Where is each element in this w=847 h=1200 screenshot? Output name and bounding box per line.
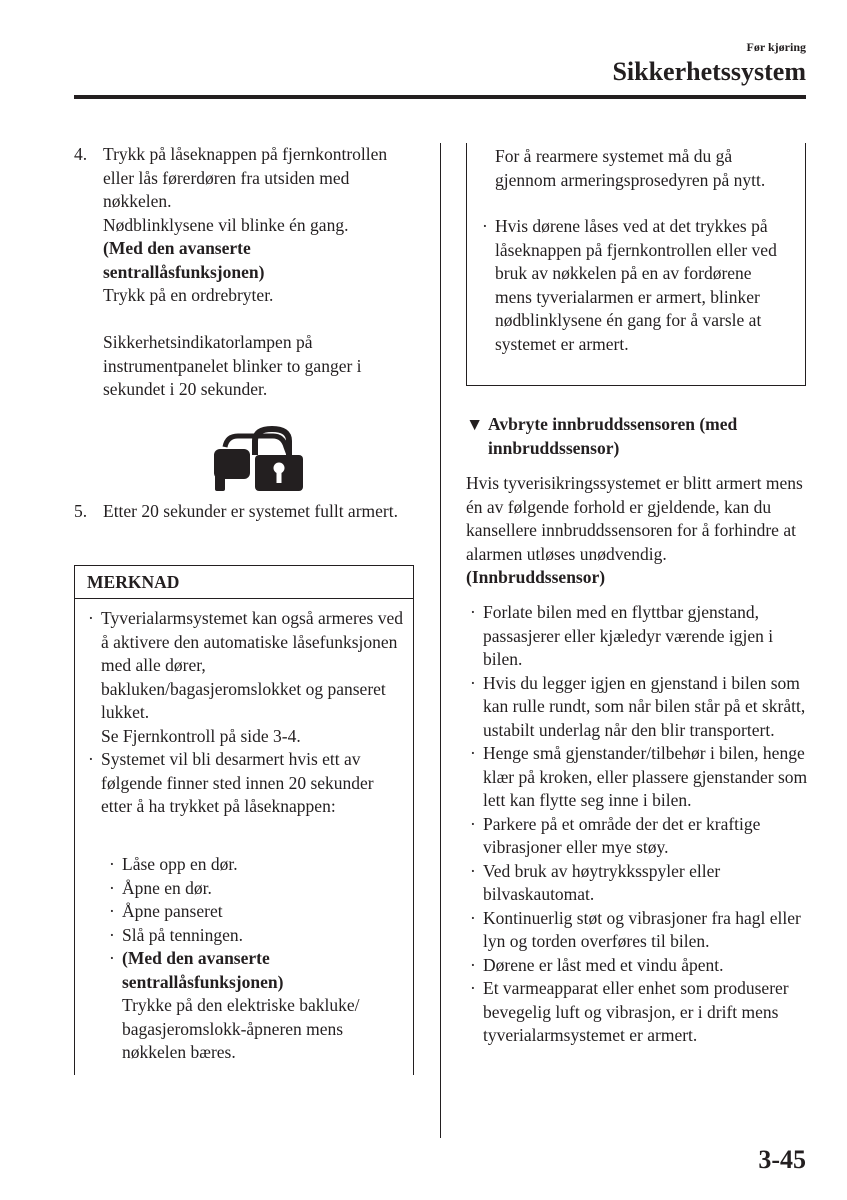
bullet-icon: ·: [109, 877, 115, 898]
note-reference: Se Fjernkontroll på side 3-4.: [101, 725, 301, 746]
header-rule: [74, 95, 806, 99]
list-item: [470, 742, 808, 813]
list-item: [109, 924, 409, 948]
page-title: Sikkerhetssystem: [612, 57, 806, 86]
list-item-text: Kontinuerlig støt og vibrasjoner fra hagl eller lyn og torden overføres til bilen.: [483, 907, 801, 951]
note-text: Tyverialarmsystemet kan også armeres ved å aktivere den automatiske låsefunksjonen med alle dører, bakluken/bagasjeromslokket og panseret lukket.: [101, 608, 403, 722]
note-heading: MERKNAD: [87, 572, 180, 592]
section-heading-text: Avbryte innbruddssensoren (med innbruddssensor): [488, 414, 738, 458]
page-number: 3-45: [758, 1145, 806, 1174]
list-item-text: Forlate bilen med en flyttbar gjenstand, passasjerer eller kjæledyr værende igjen i bilen.: [483, 602, 774, 669]
sub-text: Åpne en dør.: [122, 877, 212, 898]
bullet-icon: ·: [109, 948, 115, 968]
note-bullets: [482, 215, 792, 356]
section-heading: [466, 413, 806, 460]
list-item: [109, 853, 409, 877]
sub-condition: (Med den avanserte sentrallåsfunksjonen): [122, 948, 284, 992]
bullet-icon: ·: [470, 907, 476, 928]
bullet-icon: ·: [88, 749, 94, 769]
note-bullets: [88, 607, 403, 819]
bullet-icon: ·: [470, 602, 476, 622]
sub-text: Åpne panseret: [122, 901, 223, 921]
step-text: Etter 20 sekunder er systemet fullt armert.: [103, 501, 398, 521]
bullet-icon: ·: [109, 924, 115, 945]
list-item: [470, 860, 808, 907]
section-label: Før kjøring: [746, 40, 806, 54]
list-item: [470, 954, 808, 978]
list-item: [109, 877, 409, 901]
paragraph-condition: (Innbruddssensor): [466, 567, 606, 587]
bullet-icon: ·: [470, 743, 476, 763]
column-divider: [440, 143, 441, 1138]
list-item: [109, 947, 409, 1065]
triangle-down-icon: ▼: [466, 414, 484, 434]
step-number: 4.: [74, 144, 88, 164]
bullet-icon: ·: [470, 672, 476, 693]
sub-text: Låse opp en dør.: [122, 854, 238, 874]
bullet-icon: ·: [109, 901, 115, 921]
list-item-text: Et varmeapparat eller enhet som produserer bevegelig luft og vibrasjon, er i drift mens tyverialarmsystemet er armert.: [483, 978, 789, 1045]
list-item: [109, 900, 409, 924]
note-box-continued: [466, 143, 806, 386]
step-text: Trykk på låseknappen på fjernkontrollen eller lås førerdøren fra utsiden med nøkkelen.: [103, 144, 388, 211]
list-item: [88, 607, 403, 748]
bullet-icon: ·: [88, 608, 94, 628]
list-item: [470, 601, 808, 672]
note-text: For å rearmere systemet må du gå gjennom armeringsprosedyren på nytt.: [495, 146, 766, 190]
step-5: [74, 500, 414, 524]
list-item-text: Dørene er låst med et vindu åpent.: [483, 954, 724, 975]
step-text: Sikkerhetsindikatorlampen på instrumentpanelet blinker to ganger i sekundet i 20 sekunder.: [103, 332, 362, 399]
note-text: Hvis dørene låses ved at det trykkes på låseknappen på fjernkontrollen eller ved bruk av nøkkelen på en av fordørene mens tyverialarmen er armert, blinker nødblinklysene én gang for å varsle at systemet er armert.: [495, 216, 777, 354]
step-4: [74, 143, 414, 402]
intro-paragraph: [466, 472, 808, 590]
note-box: [74, 565, 414, 1075]
security-indicator-icon: [211, 425, 305, 495]
list-item: [482, 215, 792, 356]
sensor-conditions-list: [470, 601, 808, 1048]
list-item: [470, 907, 808, 954]
list-item-text: Henge små gjenstander/tilbehør i bilen, henge klær på kroken, eller plassere gjenstander som lett kan flytte seg inne i bilen.: [483, 743, 808, 810]
list-item-text: Parkere på et område der det er kraftige vibrasjoner eller mye støy.: [483, 813, 761, 857]
bullet-icon: ·: [470, 954, 476, 975]
list-item: [88, 748, 403, 819]
step-number: 5.: [74, 501, 88, 521]
sub-text: Trykke på den elektriske bakluke/ bagasjeromslokk-åpneren mens nøkkelen bæres.: [122, 995, 360, 1062]
list-item-text: Ved bruk av høytrykksspyler eller bilvaskautomat.: [483, 860, 721, 904]
note-text: Systemet vil bli desarmert hvis ett av følgende finner sted innen 20 sekunder etter å ha trykket på låseknappen:: [101, 749, 374, 816]
step-condition: (Med den avanserte sentrallåsfunksjonen): [103, 238, 265, 282]
bullet-icon: ·: [470, 978, 476, 998]
bullet-icon: ·: [109, 854, 115, 874]
bullet-icon: ·: [482, 216, 488, 236]
step-text: Trykk på en ordrebryter.: [103, 285, 274, 305]
list-item: [470, 977, 808, 1048]
list-item: [470, 672, 808, 743]
list-item: [470, 813, 808, 860]
paragraph-text: Hvis tyverisikringssystemet er blitt armert mens én av følgende forhold er gjeldende, kan du kansellere innbruddssensoren for å forhindre at alarmen utløses unødvendig.: [466, 473, 803, 564]
bullet-icon: ·: [470, 860, 476, 881]
sub-text: Slå på tenningen.: [122, 924, 244, 945]
bullet-icon: ·: [470, 813, 476, 834]
list-item-text: Hvis du legger igjen en gjenstand i bilen som kan rulle rundt, som når bilen står på et skrått, ustabilt underlag når den blir transportert.: [483, 672, 806, 740]
step-text: Nødblinklysene vil blinke én gang.: [103, 214, 349, 235]
note-sub-bullets: [109, 853, 409, 1065]
